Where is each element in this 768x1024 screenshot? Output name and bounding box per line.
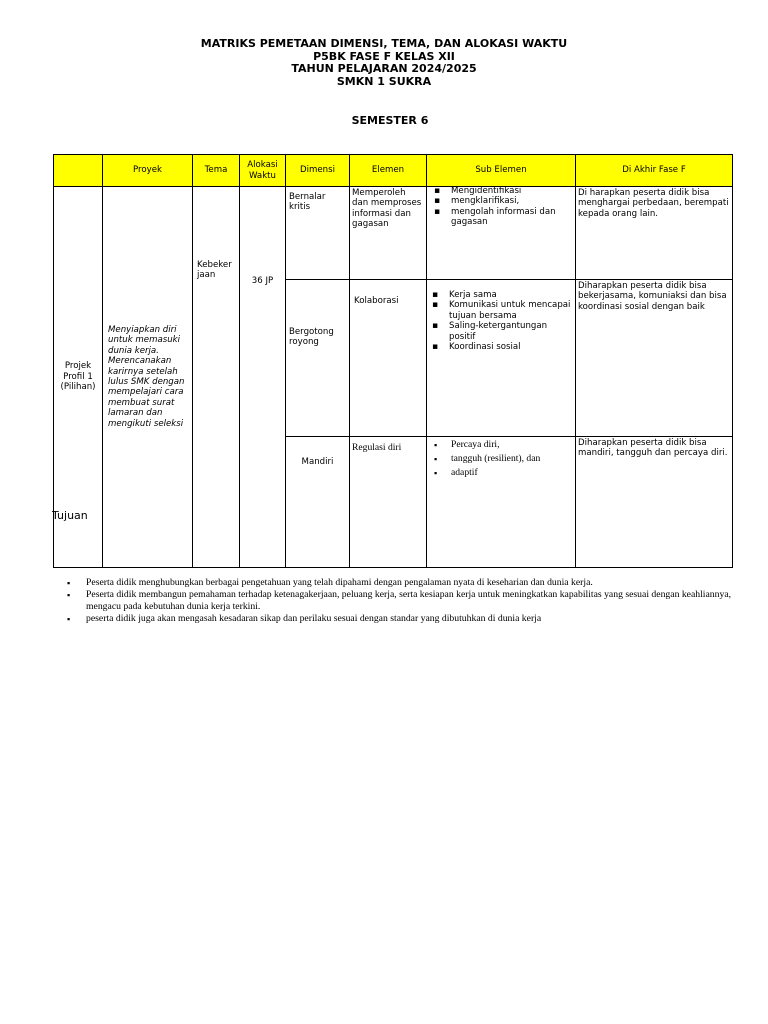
- list-item: ▪ mengolah informasi dan gagasan: [451, 207, 573, 228]
- dimensi-cell: Bergotong royong: [286, 280, 350, 437]
- tujuan-heading: Tujuan: [52, 509, 88, 522]
- elemen-cell: Kolaborasi: [350, 280, 427, 437]
- sub-elemen-cell: [427, 187, 576, 280]
- table-row: [54, 187, 733, 280]
- header-cell-alokasi: Alokasi Waktu: [240, 155, 286, 187]
- proyek-cell: Menyiapkan diri untuk memasuki dunia kerja. Merencanakan karirnya setelah lulus SMK dengan mempelajari cara membuat surat lamaran dan mengikuti seleksi: [103, 187, 193, 568]
- header-cell-sub-elemen: Sub Elemen: [427, 155, 576, 187]
- sub-elemen-cell: [427, 437, 576, 568]
- title-line-3: TAHUN PELAJARAN 2024/2025: [291, 62, 477, 75]
- title-line-4: SMKN 1 SUKRA: [336, 74, 432, 88]
- header-cell-proyek: Proyek: [103, 155, 193, 187]
- tema-cell: Kebeker jaan: [193, 187, 240, 568]
- list-item: ▪ Saling-ketergantungan positif: [449, 321, 573, 342]
- header-cell-dimensi: Dimensi: [286, 155, 350, 187]
- list-item: ▪ mengklarifikasi,: [451, 196, 573, 206]
- header-cell-tema: Tema: [193, 155, 240, 187]
- alokasi-cell: 36 JP: [240, 187, 286, 568]
- dimensi-cell: Bernalar kritis: [286, 187, 350, 280]
- akhir-fase-cell: Di harapkan peserta didik bisa menghargai perbedaan, berempati kepada orang lain.: [576, 187, 733, 280]
- list-item: ▪ Peserta didik menghubungkan berbagai pengetahuan yang telah dipahami dengan pengalaman nyata di keseharian dan dunia kerja.: [86, 577, 746, 589]
- list-item: ▪ tangguh (resilient), dan: [451, 452, 573, 466]
- projek-cell: Projek Profil 1 (Pilihan): [54, 187, 103, 568]
- title-line-1: MATRIKS PEMETAAN DIMENSI, TEMA, DAN ALOKASI WAKTU: [200, 37, 568, 50]
- akhir-fase-cell: Diharapkan peserta didik bisa bekerjasama, komuniaksi dan bisa koordinasi sosial dengan baik: [576, 280, 733, 437]
- list-item: ▪ peserta didik juga akan mengasah kesadaran sikap dan perilaku sesuai dengan standar yang dibutuhkan di dunia kerja: [86, 613, 746, 625]
- list-item: ▪ Mengidentifikasi: [451, 186, 573, 196]
- document-title: [0, 38, 768, 88]
- sub-elemen-cell: [427, 280, 576, 437]
- akhir-fase-cell: Diharapkan peserta didik bisa mandiri, tangguh dan percaya diri.: [576, 437, 733, 568]
- tujuan-list: [66, 577, 746, 625]
- header-cell-elemen: Elemen: [350, 155, 427, 187]
- header-cell-akhir-fase: Di Akhir Fase F: [576, 155, 733, 187]
- list-item: ▪ Komunikasi untuk mencapai tujuan bersama: [449, 300, 573, 321]
- table-header-row: [54, 155, 733, 187]
- list-item: ▪ Peserta didik membangun pemahaman terhadap ketenagakerjaan, peluang kerja, serta kesiapan kerja untuk meningkatkan kapabilitas yang sesuai dengan keahliannya, mengacu pada kebutuhan dunia kerja terkini.: [86, 589, 746, 613]
- elemen-cell: Memperoleh dan memproses informasi dan gagasan: [350, 187, 427, 280]
- mapping-table: [53, 154, 733, 568]
- dimensi-cell: Mandiri: [286, 437, 350, 568]
- title-line-2: P5BK FASE F KELAS XII: [313, 49, 455, 63]
- header-cell-blank: [54, 155, 103, 187]
- elemen-cell: Regulasi diri: [350, 437, 427, 568]
- list-item: ▪ Koordinasi sosial: [449, 342, 573, 352]
- semester-heading: SEMESTER 6: [351, 114, 429, 127]
- list-item: ▪ Percaya diri,: [451, 438, 573, 452]
- list-item: ▪ adaptif: [451, 466, 573, 480]
- list-item: ▪ Kerja sama: [449, 290, 573, 300]
